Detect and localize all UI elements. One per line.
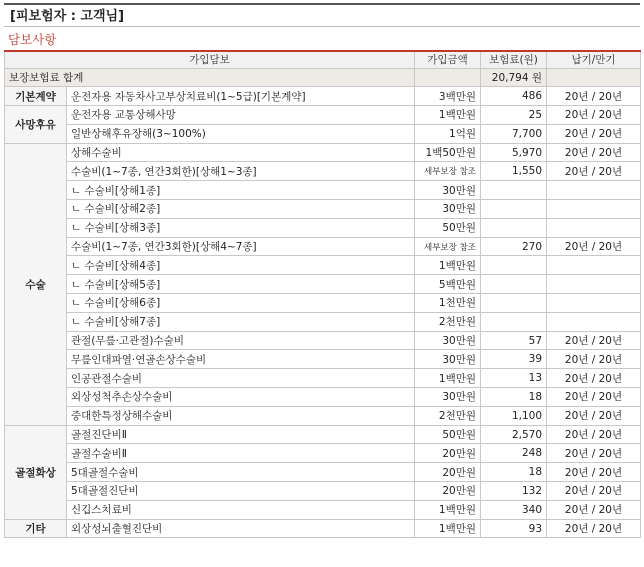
amount-cell: 1천만원 (415, 294, 481, 313)
amount-cell: 20만원 (415, 482, 481, 501)
premium-cell: 25 (481, 106, 547, 125)
table-row (5, 388, 641, 407)
amount-cell: 1백만원 (415, 256, 481, 275)
category-cell: 골절화상 (5, 425, 67, 519)
header-premium: 보험료(원) (481, 51, 547, 68)
table-row (5, 482, 641, 501)
term-cell: 20년 / 20년 (547, 162, 641, 181)
table-row (5, 106, 641, 125)
coverage-name-cell: 수술비(1~7종, 연간3회한)[상해1~3종] (67, 162, 415, 181)
amount-cell: 5백만원 (415, 275, 481, 294)
category-cell: 기타 (5, 519, 67, 538)
term-cell: 20년 / 20년 (547, 237, 641, 256)
amount-cell: 1백만원 (415, 369, 481, 388)
amount-cell: 20만원 (415, 444, 481, 463)
table-row (5, 444, 641, 463)
table-row (5, 181, 641, 200)
amount-cell: 1백만원 (415, 500, 481, 519)
table-row (5, 312, 641, 331)
amount-cell: 30만원 (415, 350, 481, 369)
header-term: 납기/만기 (547, 51, 641, 68)
coverage-name-cell: 골절진단비Ⅱ (67, 425, 415, 444)
amount-cell: 2천만원 (415, 312, 481, 331)
coverage-name-cell: 5대골절수술비 (67, 463, 415, 482)
term-cell: 20년 / 20년 (547, 106, 641, 125)
amount-cell: 30만원 (415, 181, 481, 200)
amount-cell: 세부보장 참조 (415, 162, 481, 181)
amount-cell: 30만원 (415, 388, 481, 407)
coverage-name-cell: 일반상해후유장해(3~100%) (67, 124, 415, 143)
premium-cell: 39 (481, 350, 547, 369)
table-row (5, 500, 641, 519)
term-cell: 20년 / 20년 (547, 444, 641, 463)
amount-cell: 1백만원 (415, 519, 481, 538)
insured-label: [피보험자 : 고객님] (4, 3, 640, 27)
premium-cell (481, 181, 547, 200)
premium-cell (481, 200, 547, 219)
coverage-name-cell: ㄴ 수술비[상해7종] (67, 312, 415, 331)
term-cell: 20년 / 20년 (547, 388, 641, 407)
amount-cell: 1억원 (415, 124, 481, 143)
table-row (5, 143, 641, 162)
coverage-name-cell: 상해수술비 (67, 143, 415, 162)
premium-cell (481, 294, 547, 313)
table-row (5, 275, 641, 294)
table-row (5, 237, 641, 256)
coverage-name-cell: 인공관절수술비 (67, 369, 415, 388)
term-cell: 20년 / 20년 (547, 331, 641, 350)
coverage-name-cell: ㄴ 수술비[상해6종] (67, 294, 415, 313)
term-cell (547, 294, 641, 313)
term-cell (547, 275, 641, 294)
table-row (5, 87, 641, 106)
term-cell: 20년 / 20년 (547, 519, 641, 538)
term-cell: 20년 / 20년 (547, 425, 641, 444)
term-cell (547, 200, 641, 219)
premium-cell (481, 256, 547, 275)
premium-cell: 18 (481, 388, 547, 407)
category-cell: 기본계약 (5, 87, 67, 106)
table-row (5, 256, 641, 275)
table-row (5, 519, 641, 538)
term-cell: 20년 / 20년 (547, 482, 641, 501)
premium-cell: 13 (481, 369, 547, 388)
coverage-name-cell: 골절수술비Ⅱ (67, 444, 415, 463)
term-cell (547, 312, 641, 331)
premium-cell (481, 218, 547, 237)
coverage-name-cell: ㄴ 수술비[상해1종] (67, 181, 415, 200)
premium-cell (481, 275, 547, 294)
premium-cell: 486 (481, 87, 547, 106)
table-row (5, 162, 641, 181)
table-body (5, 68, 641, 538)
amount-cell: 3백만원 (415, 87, 481, 106)
amount-cell: 50만원 (415, 218, 481, 237)
total-label: 보장보험료 합계 (5, 68, 415, 87)
total-premium: 20,794 원 (481, 68, 547, 87)
term-cell: 20년 / 20년 (547, 406, 641, 425)
premium-cell: 132 (481, 482, 547, 501)
table-row (5, 200, 641, 219)
table-row (5, 124, 641, 143)
amount-cell: 30만원 (415, 331, 481, 350)
coverage-name-cell: ㄴ 수술비[상해5종] (67, 275, 415, 294)
term-cell: 20년 / 20년 (547, 87, 641, 106)
term-cell (547, 256, 641, 275)
coverage-name-cell: ㄴ 수술비[상해3종] (67, 218, 415, 237)
coverage-name-cell: 신깁스치료비 (67, 500, 415, 519)
table-row (5, 218, 641, 237)
coverage-name-cell: 수술비(1~7종, 연간3회한)[상해4~7종] (67, 237, 415, 256)
table-row (5, 406, 641, 425)
coverage-name-cell: 5대골절진단비 (67, 482, 415, 501)
category-cell: 사망후유 (5, 106, 67, 144)
term-cell: 20년 / 20년 (547, 463, 641, 482)
table-row (5, 331, 641, 350)
premium-cell: 5,970 (481, 143, 547, 162)
term-cell (547, 218, 641, 237)
coverage-name-cell: 무릎인대파열·연골손상수술비 (67, 350, 415, 369)
premium-cell: 93 (481, 519, 547, 538)
premium-cell: 340 (481, 500, 547, 519)
premium-cell: 2,570 (481, 425, 547, 444)
term-cell (547, 181, 641, 200)
coverage-table (4, 50, 641, 538)
total-amount-cell (415, 68, 481, 87)
term-cell: 20년 / 20년 (547, 369, 641, 388)
premium-cell: 1,100 (481, 406, 547, 425)
total-row (5, 68, 641, 87)
coverage-name-cell: 운전자용 교통상해사망 (67, 106, 415, 125)
coverage-name-cell: 중대한특정상해수술비 (67, 406, 415, 425)
table-row (5, 463, 641, 482)
coverage-name-cell: 외상성뇌출혈진단비 (67, 519, 415, 538)
term-cell: 20년 / 20년 (547, 500, 641, 519)
total-term-cell (547, 68, 641, 87)
table-row (5, 425, 641, 444)
premium-cell: 18 (481, 463, 547, 482)
premium-cell (481, 312, 547, 331)
premium-cell: 57 (481, 331, 547, 350)
coverage-name-cell: 운전자용 자동차사고부상치료비(1~5급)[기본계약] (67, 87, 415, 106)
section-title: 담보사항 (8, 32, 57, 47)
amount-cell: 30만원 (415, 200, 481, 219)
premium-cell: 7,700 (481, 124, 547, 143)
amount-cell: 세부보장 참조 (415, 237, 481, 256)
amount-cell: 50만원 (415, 425, 481, 444)
amount-cell: 20만원 (415, 463, 481, 482)
table-row (5, 350, 641, 369)
header-coverage: 가입담보 (5, 51, 415, 68)
table-header-row (5, 51, 641, 68)
premium-cell: 248 (481, 444, 547, 463)
premium-cell: 270 (481, 237, 547, 256)
term-cell: 20년 / 20년 (547, 124, 641, 143)
table-row (5, 369, 641, 388)
category-cell: 수술 (5, 143, 67, 425)
amount-cell: 1백50만원 (415, 143, 481, 162)
table-row (5, 294, 641, 313)
term-cell: 20년 / 20년 (547, 350, 641, 369)
amount-cell: 1백만원 (415, 106, 481, 125)
coverage-name-cell: ㄴ 수술비[상해4종] (67, 256, 415, 275)
term-cell: 20년 / 20년 (547, 143, 641, 162)
coverage-name-cell: 관절(무릎·고관절)수술비 (67, 331, 415, 350)
coverage-name-cell: 외상성척추손상수술비 (67, 388, 415, 407)
premium-cell: 1,550 (481, 162, 547, 181)
header-amount: 가입금액 (415, 51, 481, 68)
coverage-name-cell: ㄴ 수술비[상해2종] (67, 200, 415, 219)
amount-cell: 2천만원 (415, 406, 481, 425)
